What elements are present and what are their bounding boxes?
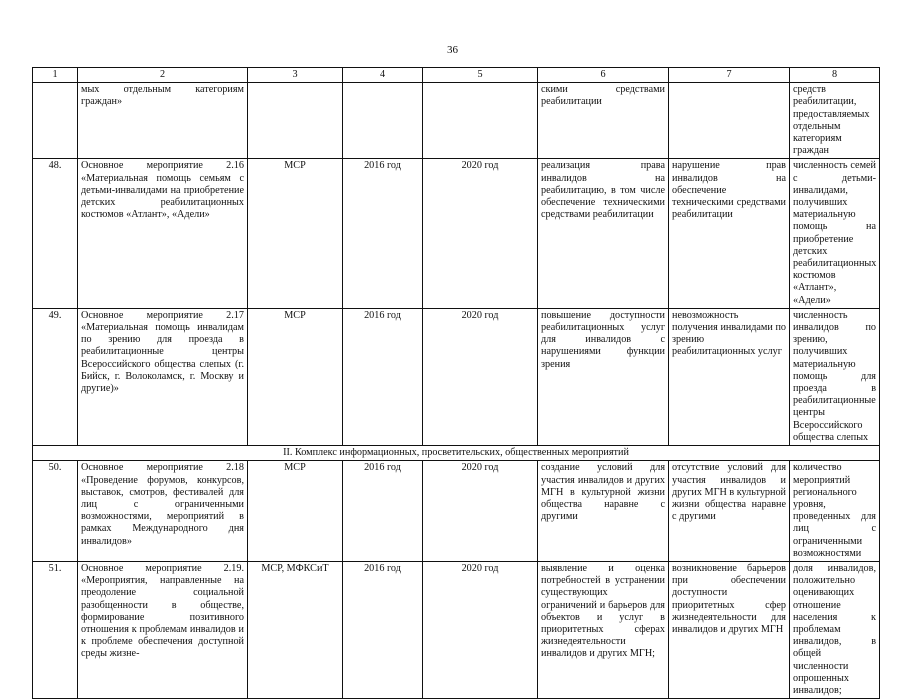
- executor-cell: МСР: [248, 308, 343, 445]
- consequence-cell: отсутствие условий для участия инвалидов и других МГН в культурной жизни общества наравне с другими: [669, 461, 790, 562]
- measure-cell: Основное мероприятие 2.18 «Проведение форумов, конкурсов, выставок, смотров, фестивалей для лиц с ограниченными возможностями, мероприятий в рамках Международного дня инвалидов»: [78, 461, 248, 562]
- table-row: [33, 159, 880, 308]
- row-number: 51.: [33, 561, 78, 698]
- consequence-cell: возникновение барьеров при обеспечении доступности приоритетных сфер жизнедеятельности для инвалидов и других МГН: [669, 561, 790, 698]
- column-number: 8: [790, 68, 880, 83]
- result-cell: выявление и оценка потребностей в устранении существующих ограничений и барьеров для объектов и услуг в приоритетных сферах жизнедеятельности инвалидов и других МГН;: [538, 561, 669, 698]
- continuation-row: [33, 83, 880, 159]
- indicator-cell: численность инвалидов по зрению, получивших материальную помощь для проезда в реабилитационные центры Всероссийского общества слепых: [790, 308, 880, 445]
- page-number: 36: [447, 44, 458, 56]
- column-number: 1: [33, 68, 78, 83]
- row-number: 49.: [33, 308, 78, 445]
- measure-cell: Основное мероприятие 2.17 «Материальная помощь инвалидам по зрению для проезда в реабилитационные центры Всероссийского общества слепых (г. Бийск, г. Волоколамск, г. Москву и другие)»: [78, 308, 248, 445]
- indicator-cell: количество мероприятий регионального уровня, проведенных для лиц с ограниченными возможностями: [790, 461, 880, 562]
- measures-table: [32, 67, 880, 699]
- end-cell: 2020 год: [423, 308, 538, 445]
- start-cell: 2016 год: [343, 308, 423, 445]
- row-number: 50.: [33, 461, 78, 562]
- indicator-cell: доля инвалидов, положительно оценивающих отношение населения к проблемам инвалидов, в общей численности опрошенных инвалидов;: [790, 561, 880, 698]
- end-cell: 2020 год: [423, 461, 538, 562]
- consequence-cell: невозможность получения инвалидами по зрению реабилитационных услуг: [669, 308, 790, 445]
- measure-cell: Основное мероприятие 2.19. «Мероприятия, направленные на преодоление социальной разобщенности в обществе, формирование позитивного отношения к проблемам инвалидов и к проблеме обеспечения доступной среды жизне-: [78, 561, 248, 698]
- section-title: II. Комплекс информационных, просветительских, общественных мероприятий: [33, 446, 880, 461]
- table-row: [33, 561, 880, 698]
- executor-cell: МСР: [248, 159, 343, 308]
- column-number: 2: [78, 68, 248, 83]
- column-numbers-row: [33, 68, 880, 83]
- section-row: [33, 446, 880, 461]
- column-number: 5: [423, 68, 538, 83]
- result-cell: реализация права инвалидов на реабилитацию, в том числе обеспечение техническими средствами реабилитации: [538, 159, 669, 308]
- column-number: 4: [343, 68, 423, 83]
- start-cell: 2016 год: [343, 461, 423, 562]
- executor-cell: МСР, МФКСиТ: [248, 561, 343, 698]
- end-cell: 2020 год: [423, 561, 538, 698]
- column-number: 3: [248, 68, 343, 83]
- indicator-cell: средств реабилитации, предоставляемых отдельным категориям граждан: [790, 83, 880, 159]
- consequence-cell: нарушение прав инвалидов на обеспечение техническими средствами реабилитации: [669, 159, 790, 308]
- start-cell: 2016 год: [343, 159, 423, 308]
- column-number: 6: [538, 68, 669, 83]
- measure-cell: Основное мероприятие 2.16 «Материальная помощь семьям с детьми-инвалидами на приобретение детских реабилитационных костюмов «Атлант», «Адели»: [78, 159, 248, 308]
- measure-cell: мых отдельным категориям граждан»: [78, 83, 248, 159]
- column-number: 7: [669, 68, 790, 83]
- result-cell: скими средствами реабилитации: [538, 83, 669, 159]
- table-row: [33, 461, 880, 562]
- indicator-cell: численность семей с детьми-инвалидами, получивших материальную помощь на приобретение детских реабилитационных костюмов «Атлант», «Адели»: [790, 159, 880, 308]
- start-cell: 2016 год: [343, 561, 423, 698]
- row-number: 48.: [33, 159, 78, 308]
- executor-cell: МСР: [248, 461, 343, 562]
- result-cell: повышение доступности реабилитационных услуг для инвалидов с нарушениями функции зрения: [538, 308, 669, 445]
- end-cell: 2020 год: [423, 159, 538, 308]
- table-row: [33, 308, 880, 445]
- result-cell: создание условий для участия инвалидов и других МГН в культурной жизни общества наравне с другими: [538, 461, 669, 562]
